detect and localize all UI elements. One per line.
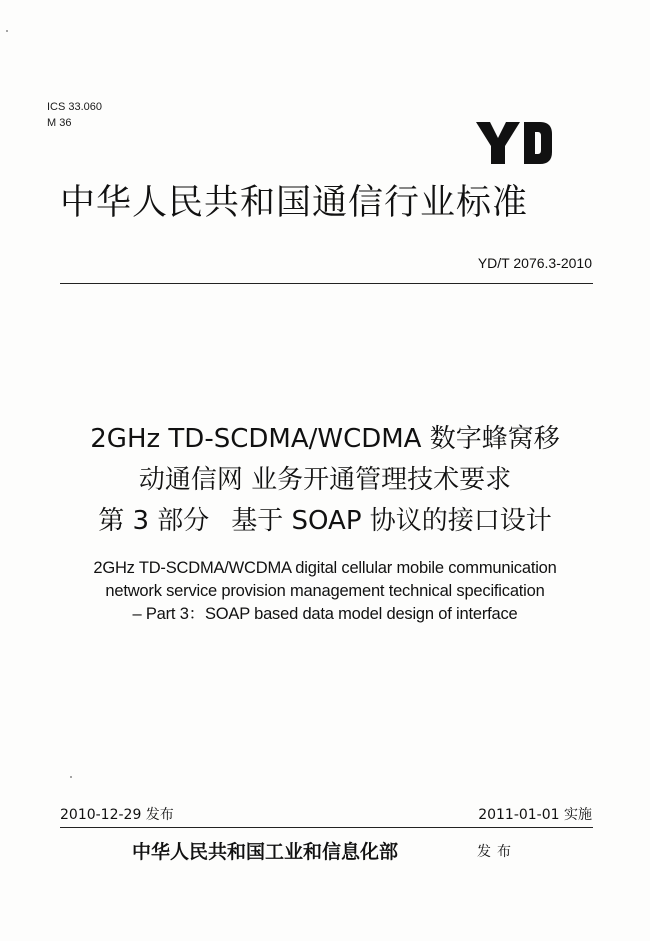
part-number: 第 3 部分 <box>98 506 210 536</box>
chinese-title-line-3 <box>30 503 620 539</box>
scan-speck <box>6 30 8 32</box>
header-divider <box>60 283 593 284</box>
ccs-code: M 36 <box>47 117 72 129</box>
publisher-name: 中华人民共和国工业和信息化部 <box>132 841 399 863</box>
classification-codes <box>47 99 102 131</box>
footer-divider <box>60 827 593 828</box>
implementation-date: 2011-01-01 实施 <box>478 807 592 823</box>
yd-logo <box>474 118 554 166</box>
agency-title: 中华人民共和国通信行业标准 <box>60 183 529 223</box>
issue-date: 2010-12-29 发布 <box>60 807 174 823</box>
chinese-title-line-1: 2GHz TD-SCDMA/WCDMA 数字蜂窝移 <box>90 424 560 454</box>
chinese-title-line-2: 动通信网 业务开通管理技术要求 <box>138 465 512 495</box>
scan-speck <box>70 776 72 778</box>
english-title-line-1: 2GHz TD-SCDMA/WCDMA digital cellular mobile communication <box>93 559 557 577</box>
english-title-line-3: – Part 3：SOAP based data model design of interface <box>132 605 518 623</box>
english-title-line-2: network service provision management technical specification <box>105 582 545 600</box>
publish-label: 发布 <box>477 844 517 860</box>
part-title: 基于 SOAP 协议的接口设计 <box>231 506 552 536</box>
standard-number: YD/T 2076.3-2010 <box>477 255 592 271</box>
ics-code: ICS 33.060 <box>47 101 103 113</box>
